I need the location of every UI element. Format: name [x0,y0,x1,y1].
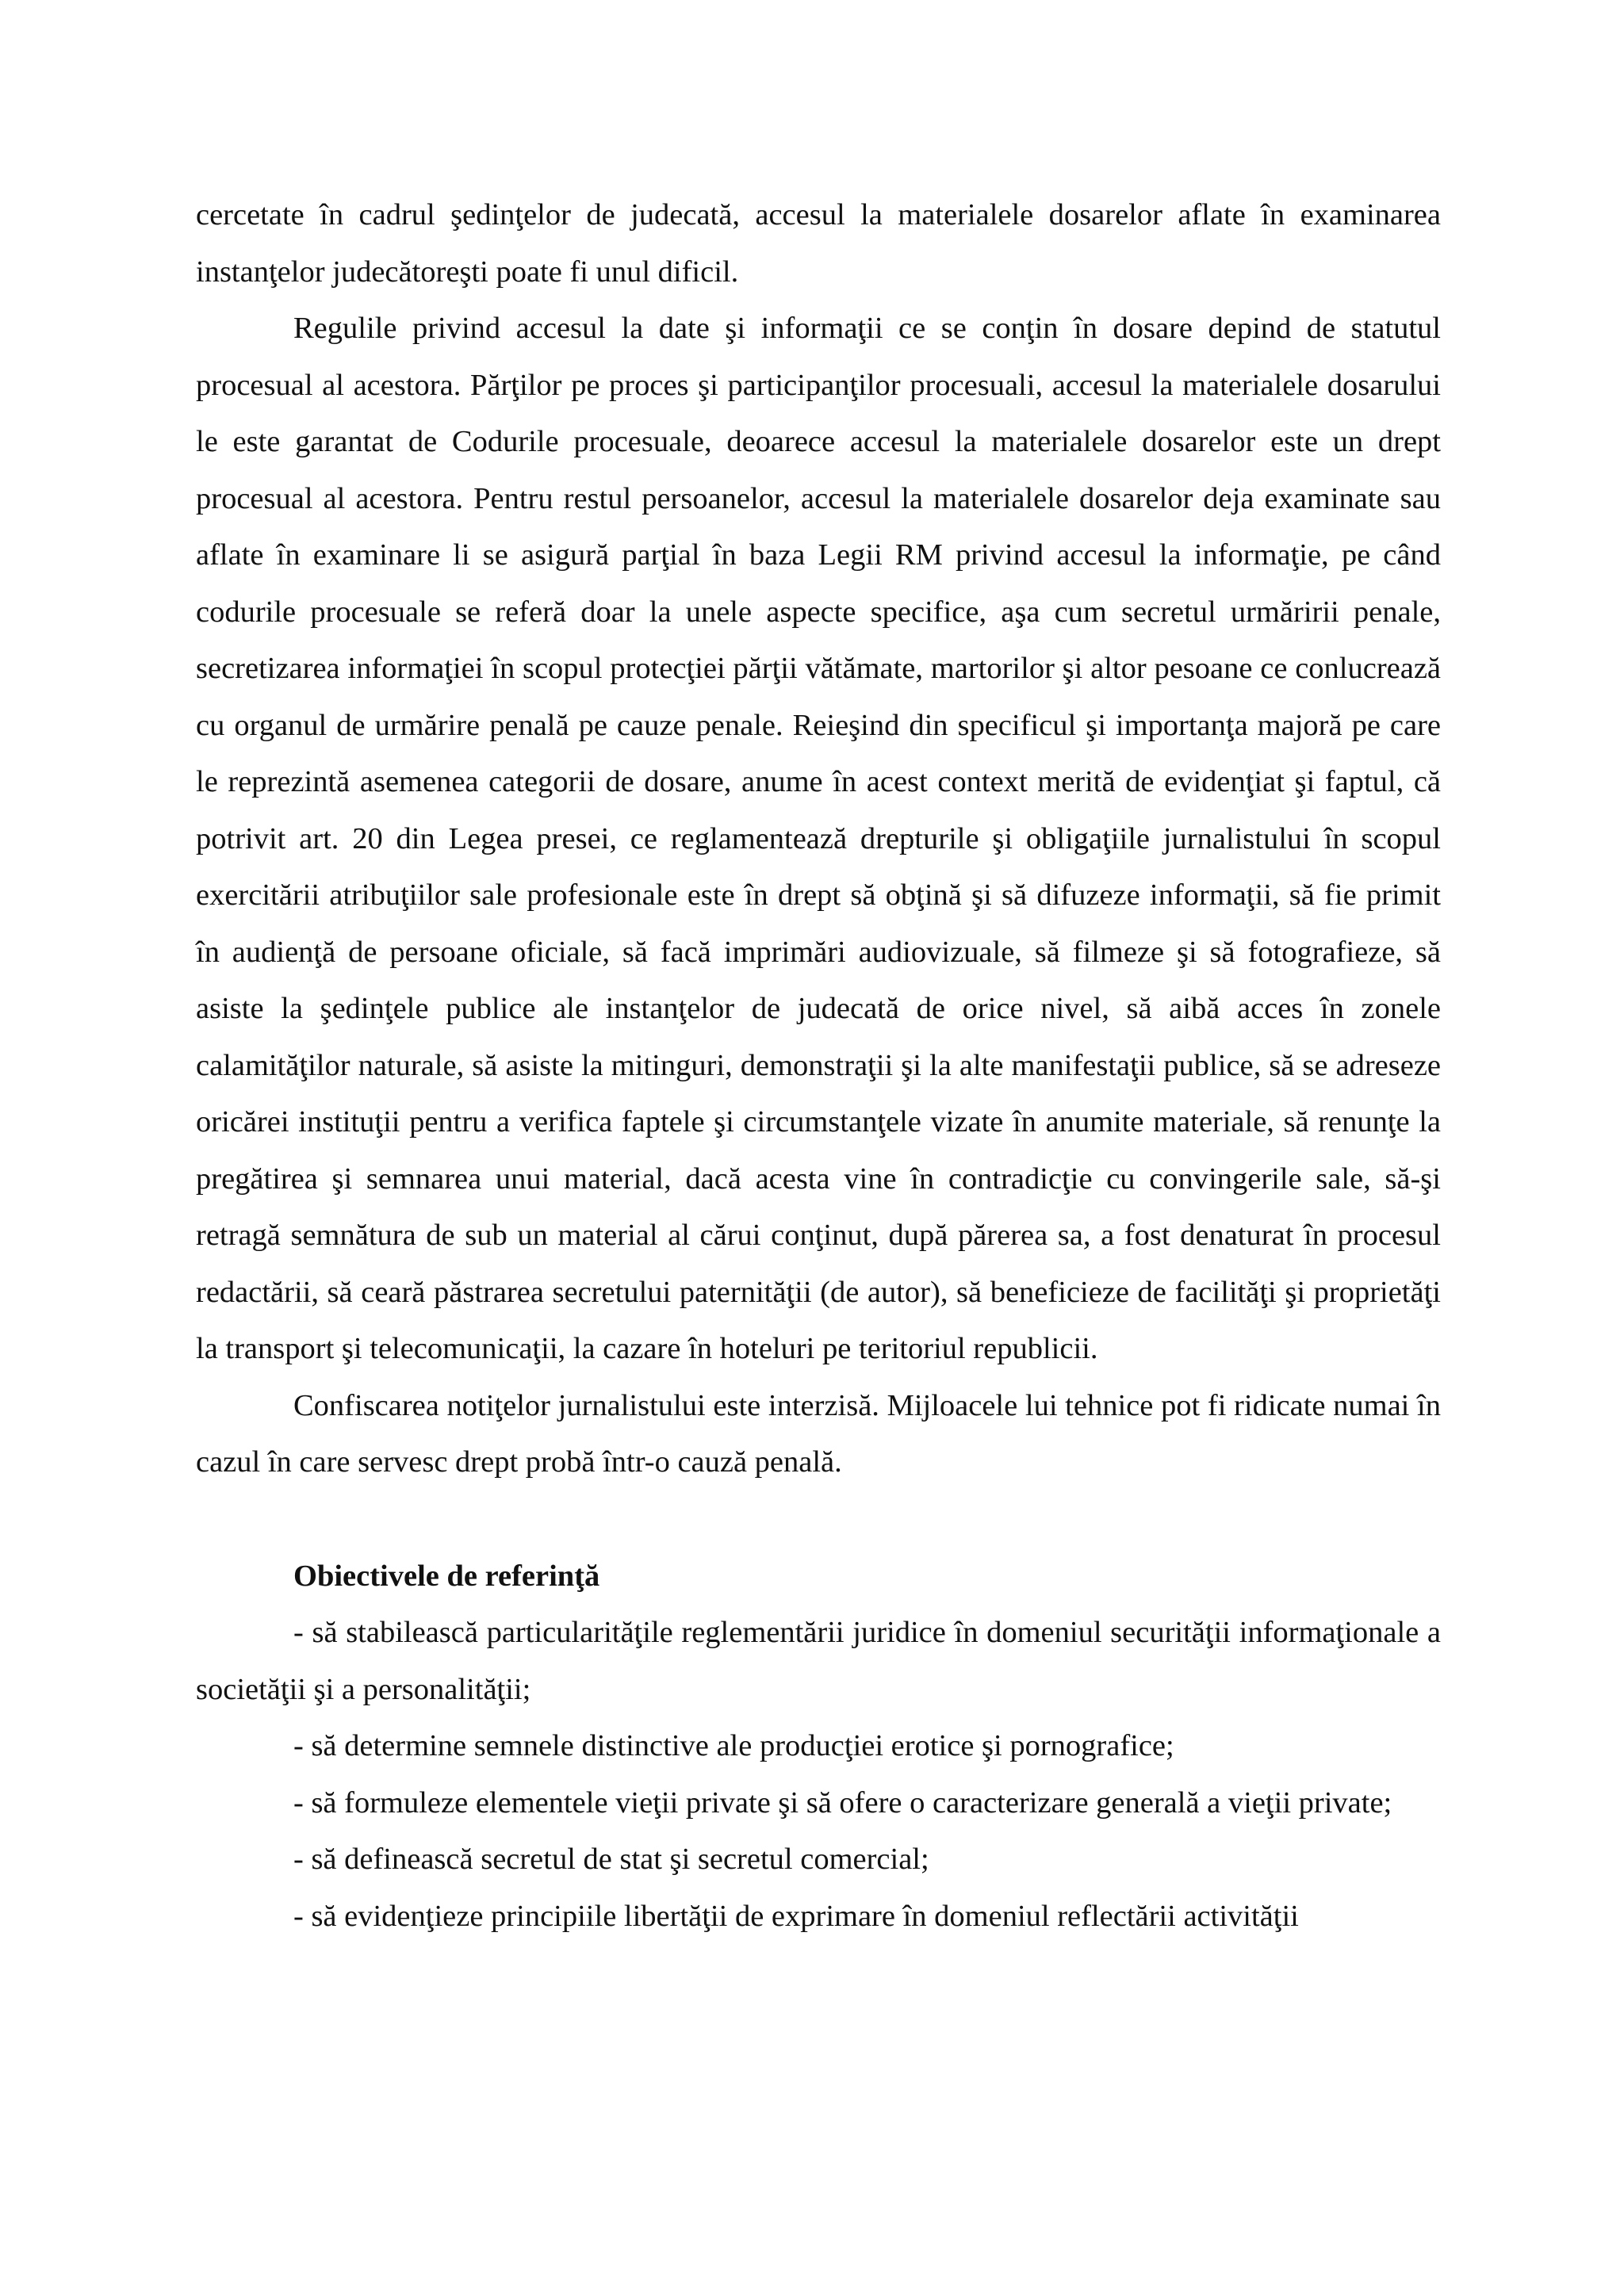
objective-item: - să determine semnele distinctive ale producţiei erotice şi pornografice; [293,1729,1174,1762]
objective-item: - să definească secretul de stat şi secretul comercial; [293,1843,929,1876]
paragraph-notes-confiscation: Confiscarea notiţelor jurnalistului este interzisă. Mijloacele lui tehnice pot fi ridicate numai în cazul în care servesc drept probă într-o cauză penală. [196,1388,1441,1479]
objective-item: - să stabilească particularităţile reglementării juridice în domeniul securităţii informaţionale a societăţii şi a personalităţii; [196,1616,1441,1706]
paragraph-access-rules: Regulile privind accesul la date şi informaţii ce se conţin în dosare depind de statutul procesual al acestora. Părţilor pe proces şi participanţilor procesuali, accesul la materialele dosarului le este garantat de Codurile procesuale, deoarece accesul la materialele dosarelor este un drept procesual al acestora. Pentru restul persoanelor, accesul la materialele dosarelor deja examinate sau aflate în examinare li se asigură parţial în baza Legii RM privind accesul la informaţie, pe când codurile procesuale se referă doar la unele aspecte specifice, aşa cum secretul urmăririi penale, secretizarea informaţiei în scopul protecţiei părţii vătămate, martorilor şi altor pesoane ce conlucrează cu organul de urmărire penală pe cauze penale. Reieşind din specificul şi importanţa majoră pe care le reprezintă asemenea categorii de dosare, anume în acest context merită de evidenţiat şi faptul, că potrivit art. 20 din Legea presei, ce reglamentează drepturile şi obligaţiile jurnalistului în scopul exercitării atribuţiilor sale profesionale este în drept să obţină şi să difuzeze informaţii, să fie primit în audienţă de persoane oficiale, să facă imprimări audiovizuale, să filmeze şi să fotografieze, să asiste la şedinţele publice ale instanţelor de judecată de orice nivel, să aibă acces în zonele calamităţilor naturale, să asiste la mitinguri, demonstraţii şi la alte manifestaţii publice, să se adreseze oricărei instituţii pentru a verifica faptele şi circumstanţele vizate în anumite materiale, să renunţe la pregătirea şi semnarea unui material, dacă acesta vine în contradicţie cu convingerile sale, să-şi retragă semnătura de sub un material al cărui conţinut, după părerea sa, a fost denaturat în procesul redactării, să ceară păstrarea secretului paternităţii (de autor), să beneficieze de facilităţi şi proprietăţi la transport şi telecomunicaţii, la cazare în hoteluri pe teritoriul republicii. [196,312,1441,1365]
objective-item: - să evidenţieze principiile libertăţii de exprimare în domeniul reflectării activităţii [293,1899,1299,1933]
section-spacer [196,1491,1441,1548]
document-page [196,187,1441,1945]
objective-item: - să formuleze elementele vieţii private şi să ofere o caracterizare generală a vieţii private; [293,1785,1392,1820]
section-heading: Obiectivele de referinţă [293,1559,600,1593]
paragraph-continuation: cercetate în cadrul şedinţelor de judecată, accesul la materialele dosarelor aflate în examinarea instanţelor judecătoreşti poate fi unul dificil. [196,198,1441,289]
